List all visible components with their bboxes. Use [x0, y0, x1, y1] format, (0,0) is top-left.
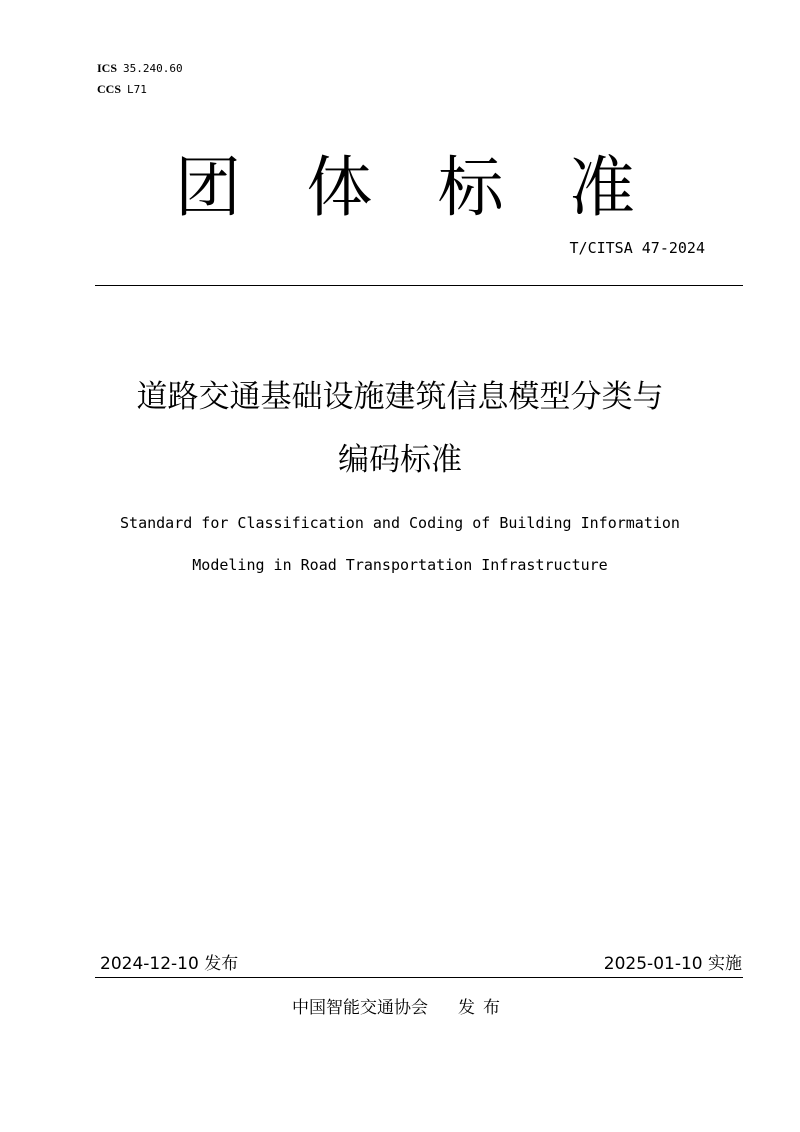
effective-date: 2025-01-10 实施: [603, 954, 742, 974]
document-type-char: 体: [306, 149, 373, 226]
ccs-value: L71: [127, 83, 147, 96]
publisher-name: 中国智能交通协会: [292, 998, 428, 1018]
document-type-char: 标: [437, 149, 504, 226]
ics-label: ICS: [97, 61, 118, 75]
publisher-line: [0, 996, 800, 1020]
ics-value: 35.240.60: [123, 62, 183, 75]
standard-number: T/CITSA 47-2024: [569, 239, 705, 257]
chinese-title-line-1: 道路交通基础设施建筑信息模型分类与: [136, 379, 664, 415]
chinese-title-line-2: 编码标准: [338, 442, 462, 478]
document-type-char: 团: [175, 149, 241, 226]
ccs-classification: [97, 82, 147, 97]
ics-classification: [97, 61, 183, 76]
document-type-title: [175, 148, 635, 228]
english-title-line-2: Modeling in Road Transportation Infrastructure: [192, 556, 608, 574]
english-title-line-1: Standard for Classification and Coding of Building Information: [120, 514, 680, 532]
ccs-label: CCS: [97, 82, 122, 96]
publish-date: 2024-12-10 发布: [100, 954, 239, 974]
footer-divider: [95, 977, 743, 978]
document-type-char: 准: [568, 149, 635, 226]
header-divider: [95, 285, 743, 286]
publish-action: 发布: [458, 998, 508, 1018]
